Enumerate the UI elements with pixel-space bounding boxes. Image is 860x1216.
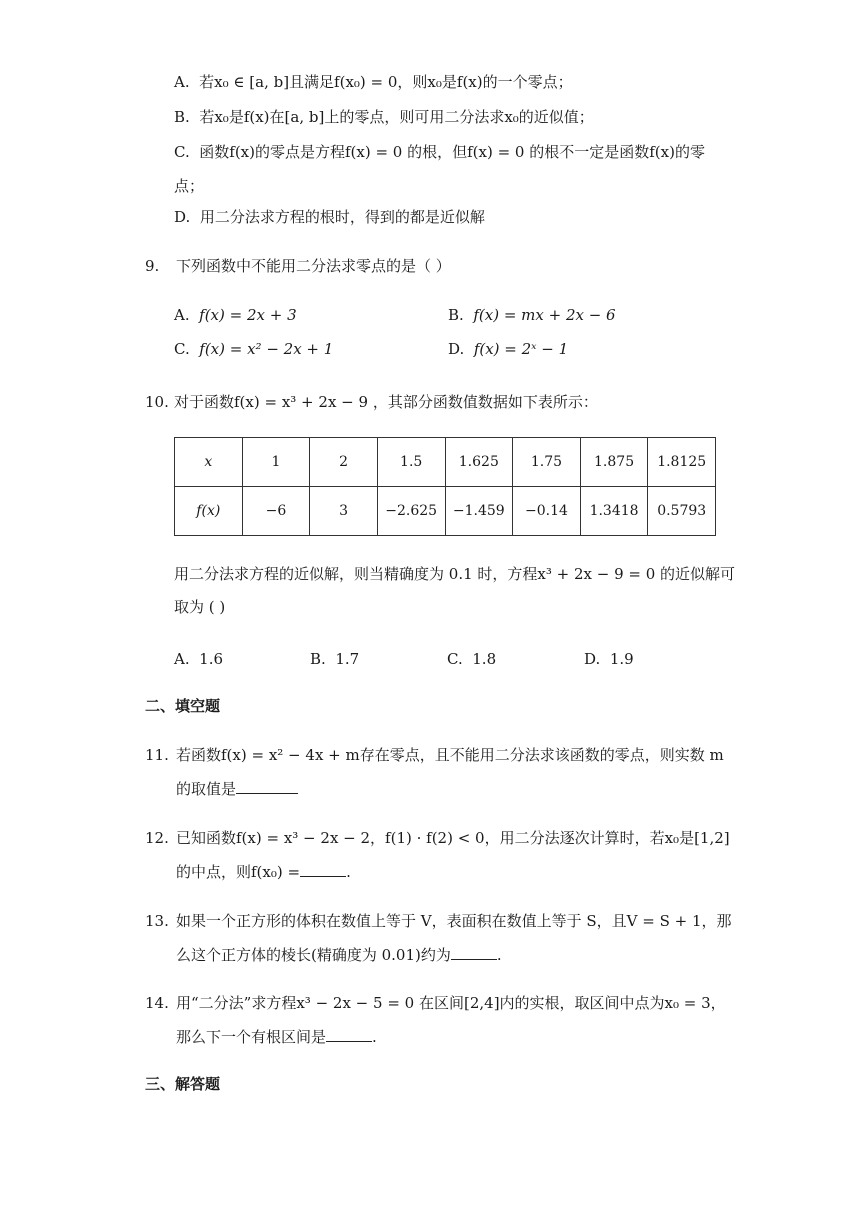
q9-number: 9. <box>145 257 160 275</box>
q8-option-a: A. 若x₀ ∈ [a, b]且满足f(x₀) = 0，则x₀是f(x)的一个零点； <box>174 73 573 91</box>
q11-number: 11. <box>145 746 169 764</box>
q10-option-c: C. 1.8 <box>447 650 497 668</box>
table-cell: 1.625 <box>445 438 513 487</box>
q9-option-b: B. f(x) = mx + 2x − 6 <box>448 306 616 324</box>
q12-number: 12. <box>145 829 169 847</box>
q10-option-a: A. 1.6 <box>174 650 224 668</box>
q9-option-c: C. f(x) = x² − 2x + 1 <box>174 340 334 358</box>
table-cell: −2.625 <box>377 487 445 536</box>
q13-number: 13. <box>145 912 169 930</box>
table-cell: 1.875 <box>580 438 648 487</box>
table-cell: −1.459 <box>445 487 513 536</box>
function-value-table <box>174 437 716 536</box>
answer-blank <box>451 945 497 960</box>
section-heading-fill-in: 二、填空题 <box>145 697 221 715</box>
q13-line2: 么这个正方体的棱长(精确度为 0.01)约为 . <box>176 946 502 964</box>
q11-line2: 的取值是 <box>176 779 298 799</box>
table-cell: 1.3418 <box>580 487 648 536</box>
table-cell: 2 <box>310 438 378 487</box>
q9-stem: 下列函数中不能用二分法求零点的是（ ） <box>176 257 451 275</box>
q9-option-a: A. f(x) = 2x + 3 <box>174 306 297 324</box>
q10-stem: 对于函数f(x) = x³ + 2x − 9 ，其部分函数值数据如下表所示： <box>174 393 598 411</box>
q10-option-b: B. 1.7 <box>310 650 360 668</box>
section-heading-solutions: 三、解答题 <box>145 1075 221 1093</box>
q10-line1: 用二分法求方程的近似解，则当精确度为 0.1 时，方程x³ + 2x − 9 = 0 的近似解可 <box>174 565 736 583</box>
q8-option-c-continued: 点； <box>174 177 205 195</box>
answer-blank <box>300 862 346 877</box>
table-cell: 1.75 <box>513 438 581 487</box>
q14-line1: 用“二分法”求方程x³ − 2x − 5 = 0 在区间[2,4]内的实根，取区间中点为x₀ = 3， <box>176 994 726 1012</box>
table-cell: −6 <box>242 487 310 536</box>
table-cell: f(x) <box>175 487 243 536</box>
table-cell: −0.14 <box>513 487 581 536</box>
answer-blank <box>236 779 298 794</box>
q12-line2: 的中点，则f(x₀) = . <box>176 863 351 881</box>
q14-line2: 那么下一个有根区间是 . <box>176 1028 377 1046</box>
q8-option-b: B. 若x₀是f(x)在[a, b]上的零点，则可用二分法求x₀的近似值； <box>174 108 594 126</box>
table-row <box>175 487 716 536</box>
q8-option-c: C. 函数f(x)的零点是方程f(x) = 0 的根，但f(x) = 0 的根不一定是函数f(x)的零 <box>174 143 705 161</box>
q11-line1: 若函数f(x) = x² − 4x + m存在零点，且不能用二分法求该函数的零点，则实数 m <box>176 746 724 764</box>
table-cell: 1 <box>242 438 310 487</box>
q8-option-d: D. 用二分法求方程的根时，得到的都是近似解 <box>174 208 485 226</box>
answer-blank <box>326 1027 372 1042</box>
q12-line1: 已知函数f(x) = x³ − 2x − 2，f(1) · f(2) < 0，用二分法逐次计算时，若x₀是[1,2] <box>176 829 730 847</box>
q13-line1: 如果一个正方形的体积在数值上等于 V，表面积在数值上等于 S，且V = S + 1，那 <box>176 912 732 930</box>
table-cell: 1.5 <box>377 438 445 487</box>
table-cell: 0.5793 <box>648 487 716 536</box>
q9-option-d: D. f(x) = 2ˣ − 1 <box>448 340 569 358</box>
table-cell: x <box>175 438 243 487</box>
q10-option-d: D. 1.9 <box>584 650 634 668</box>
table-cell: 1.8125 <box>648 438 716 487</box>
q10-number: 10. <box>145 393 169 411</box>
table-cell: 3 <box>310 487 378 536</box>
q14-number: 14. <box>145 994 169 1012</box>
q10-line2: 取为 ( ) <box>174 598 226 616</box>
table-row <box>175 438 716 487</box>
